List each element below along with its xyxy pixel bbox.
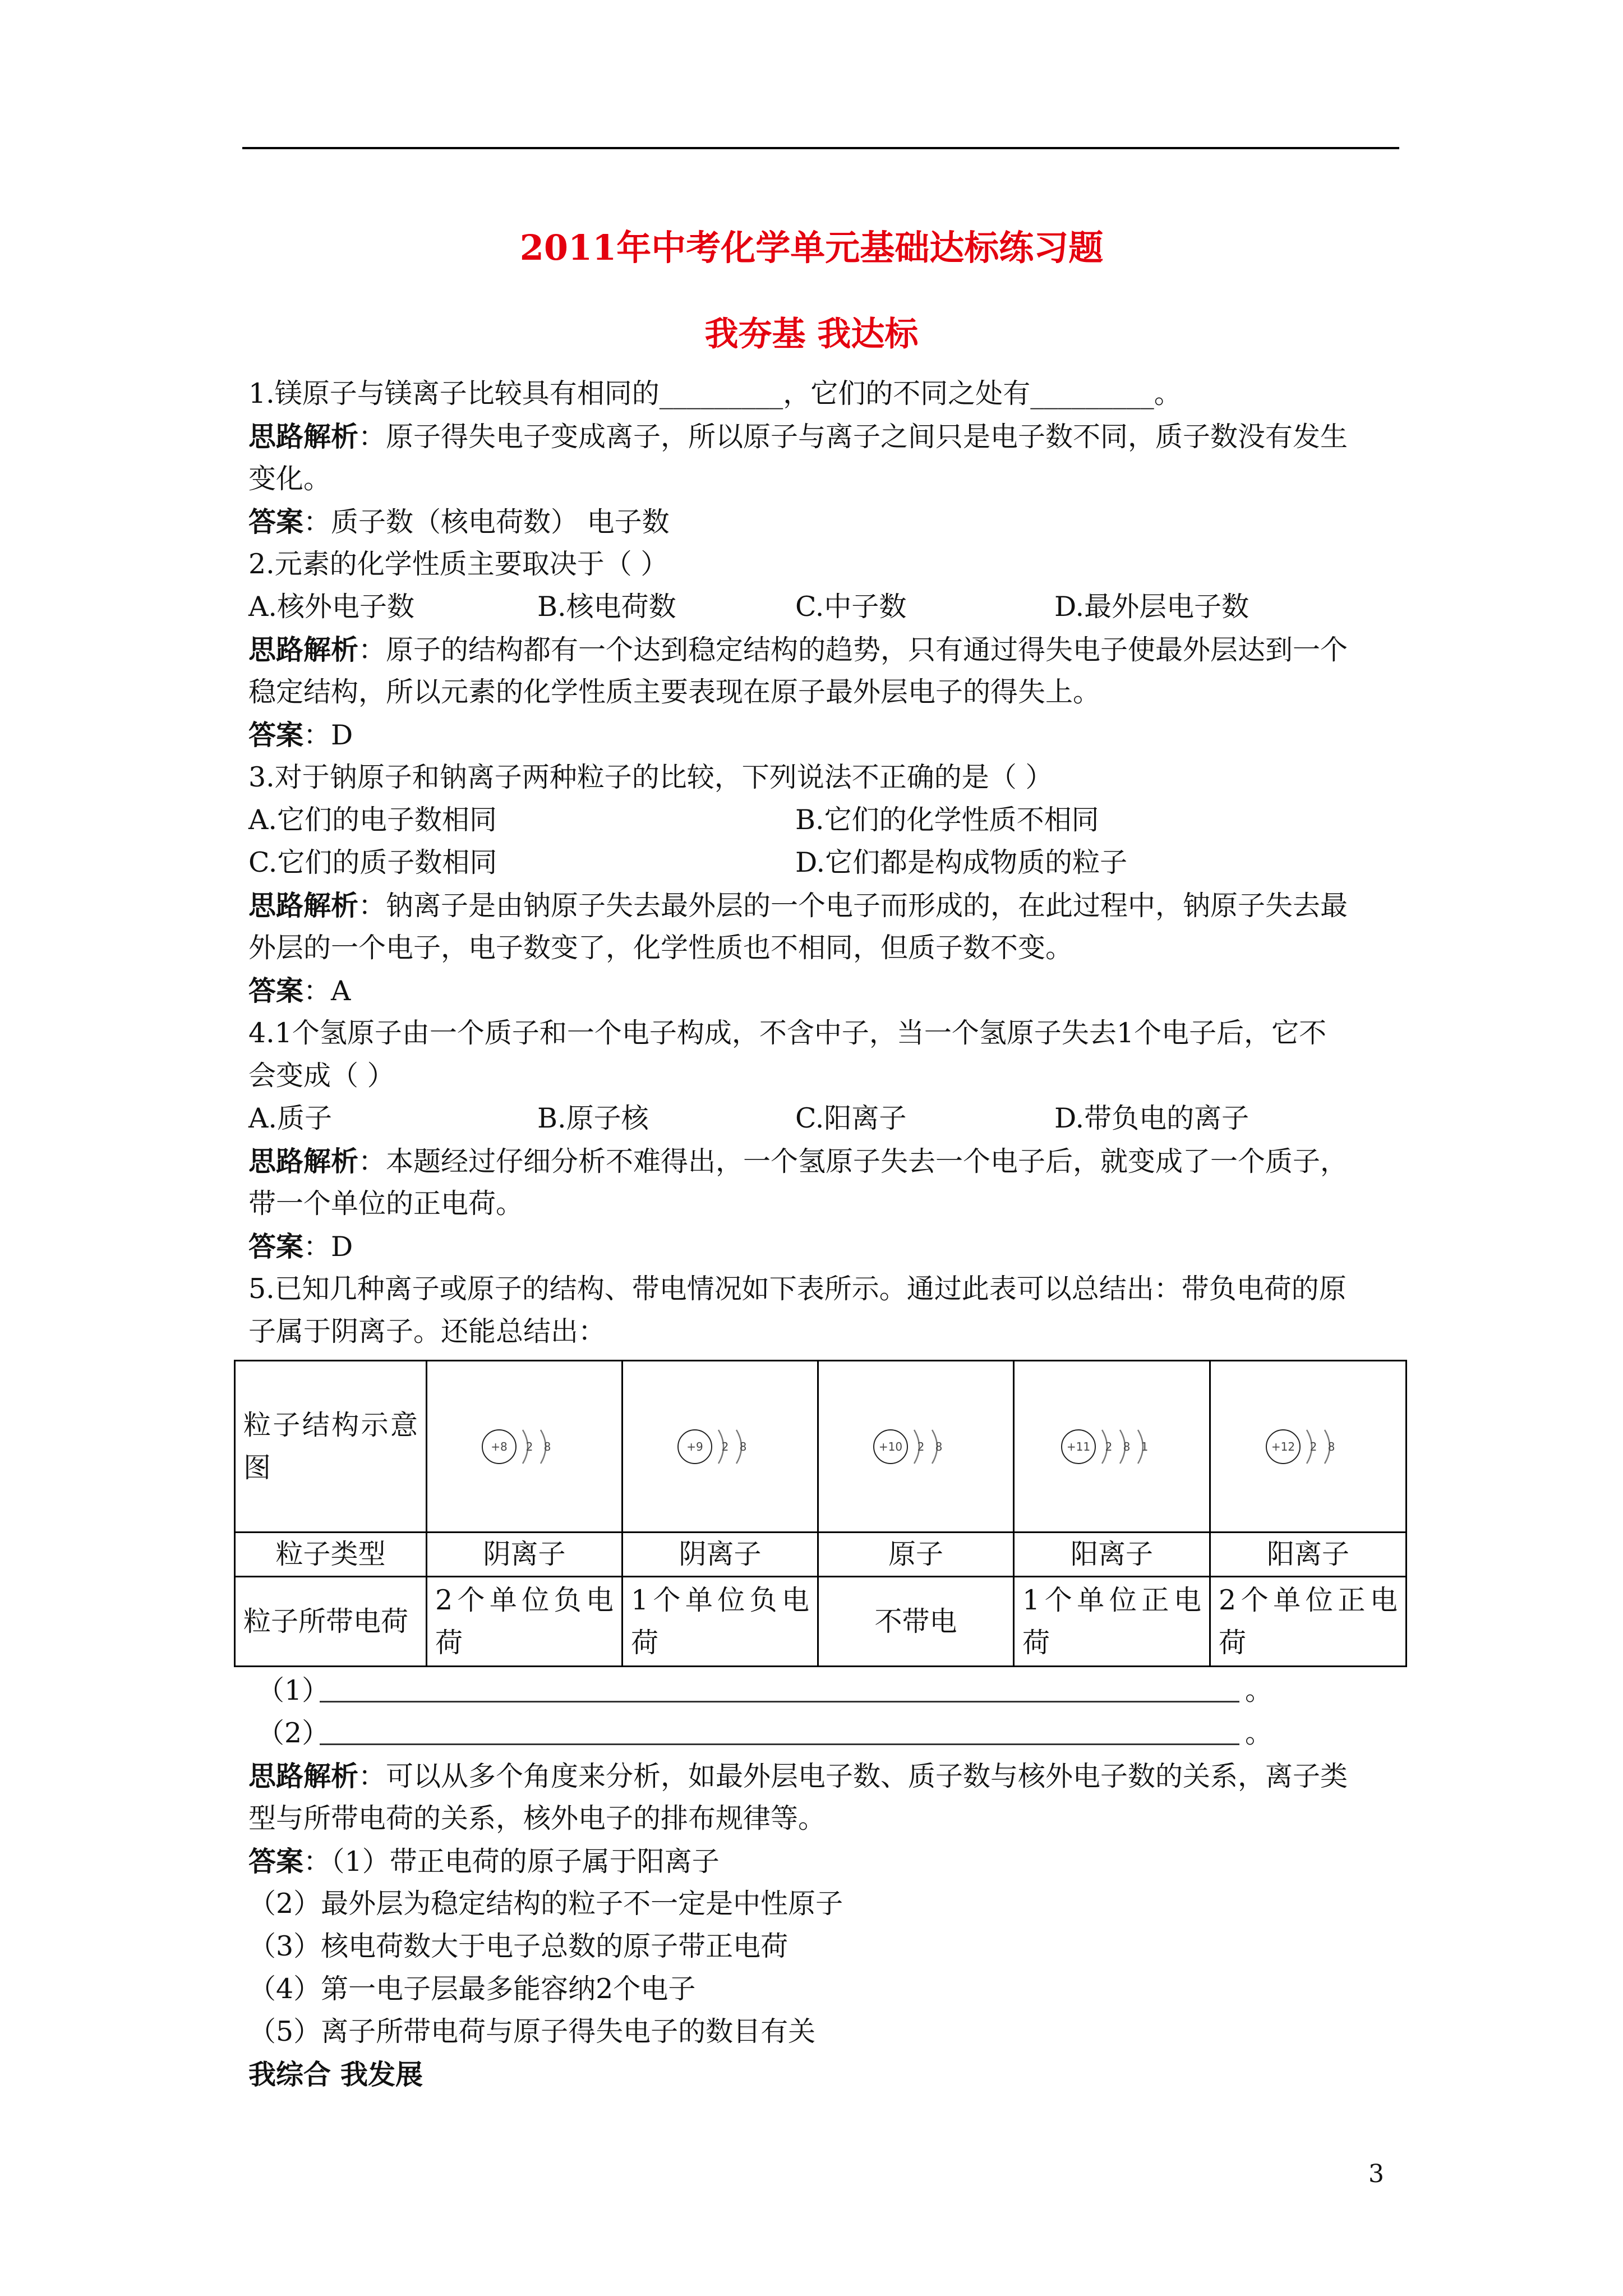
table-row-diagrams bbox=[235, 1361, 1407, 1533]
answer-label: 答案 bbox=[248, 1230, 304, 1263]
q3-analysis-line-1: 思路解析：钠离子是由钠原子失去最外层的一个电子而形成的，在此过程中，钠原子失去最 bbox=[248, 889, 1348, 922]
svg-text:8: 8 bbox=[1123, 1439, 1130, 1453]
particle-charge: 2个单位负电荷 bbox=[427, 1577, 623, 1667]
q1-analysis-line-1: 思路解析：原子得失电子变成离子，所以原子与离子之间只是电子数不同，质子数没有发生 bbox=[248, 420, 1348, 453]
q1-answer: 答案：质子数（核电荷数） 电子数 bbox=[248, 505, 670, 538]
particle-type: 阳离子 bbox=[1210, 1533, 1407, 1577]
q3-option-b: B.它们的化学性质不相同 bbox=[795, 804, 1099, 836]
q5-answer-1: 答案：（1）带正电荷的原子属于阳离子 bbox=[248, 1845, 720, 1878]
q2-text: 2.元素的化学性质主要取决于（ ） bbox=[248, 548, 668, 580]
q3-option-c: C.它们的质子数相同 bbox=[248, 846, 497, 878]
q2-analysis-line-2: 稳定结构，所以元素的化学性质主要表现在原子最外层电子的得失上。 bbox=[248, 676, 1101, 708]
particle-charge: 不带电 bbox=[818, 1577, 1014, 1667]
answer-label: 答案 bbox=[248, 1845, 304, 1878]
atom-structure-diagram bbox=[863, 1413, 969, 1480]
q4-analysis-line-1: 思路解析：本题经过仔细分析不难得出，一个氢原子失去一个电子后，就变成了一个质子， bbox=[248, 1145, 1348, 1177]
atom-structure-diagram bbox=[1050, 1413, 1174, 1480]
q2-answer: 答案：D bbox=[248, 719, 353, 751]
analysis-label: 思路解析 bbox=[248, 420, 359, 453]
q4-analysis-line-2: 带一个单位的正电荷。 bbox=[248, 1188, 524, 1220]
particle-cell bbox=[818, 1361, 1014, 1533]
svg-text:2: 2 bbox=[1105, 1439, 1112, 1453]
analysis-label: 思路解析 bbox=[248, 1760, 359, 1792]
atom-structure-diagram bbox=[1255, 1413, 1362, 1480]
q5-answer-2: （2）最外层为稳定结构的粒子不一定是中性原子 bbox=[248, 1888, 843, 1920]
particle-table bbox=[234, 1360, 1407, 1667]
q3-answer: 答案：A bbox=[248, 974, 351, 1007]
svg-text:+10: +10 bbox=[878, 1439, 903, 1453]
q4-text-line-2: 会变成（ ） bbox=[248, 1060, 395, 1092]
atom-structure-diagram bbox=[471, 1413, 578, 1480]
answer-blank-1[interactable] bbox=[320, 1701, 1239, 1703]
particle-type: 阳离子 bbox=[1014, 1533, 1210, 1577]
row-header-type: 粒子类型 bbox=[235, 1533, 427, 1577]
analysis-label: 思路解析 bbox=[248, 889, 359, 922]
particle-cell bbox=[1210, 1361, 1407, 1533]
atom-structure-diagram bbox=[667, 1413, 773, 1480]
q3-option-a: A.它们的电子数相同 bbox=[248, 804, 497, 836]
particle-type: 阴离子 bbox=[427, 1533, 623, 1577]
svg-text:2: 2 bbox=[525, 1439, 533, 1453]
particle-cell bbox=[427, 1361, 623, 1533]
row-header-charge: 粒子所带电荷 bbox=[235, 1577, 427, 1667]
q5-answer-4: （4）第一电子层最多能容纳2个电子 bbox=[248, 1973, 696, 2005]
answer-label: 答案 bbox=[248, 974, 304, 1007]
svg-text:2: 2 bbox=[917, 1439, 925, 1453]
header-rule bbox=[242, 147, 1399, 149]
q2-option-d: D.最外层电子数 bbox=[1054, 591, 1249, 623]
page-title: 2011年中考化学单元基础达标练习题 bbox=[519, 227, 1104, 268]
svg-text:8: 8 bbox=[739, 1439, 747, 1453]
blank-1-label: （1） bbox=[257, 1674, 330, 1706]
analysis-label: 思路解析 bbox=[248, 1145, 359, 1177]
svg-text:2: 2 bbox=[1310, 1439, 1317, 1453]
answer-label: 答案 bbox=[248, 719, 304, 751]
row-header-diagram: 粒子结构示意图 bbox=[235, 1361, 427, 1533]
q2-analysis-line-1: 思路解析：原子的结构都有一个达到稳定结构的趋势，只有通过得失电子使最外层达到一个 bbox=[248, 633, 1348, 666]
table-row-charges bbox=[235, 1577, 1407, 1667]
particle-type: 阴离子 bbox=[623, 1533, 818, 1577]
q2-option-a: A.核外电子数 bbox=[248, 591, 414, 623]
table-row-types bbox=[235, 1533, 1407, 1577]
q2-option-b: B.核电荷数 bbox=[537, 591, 676, 623]
q5-text-line-2: 子属于阴离子。还能总结出： bbox=[248, 1315, 606, 1347]
answer-label: 答案 bbox=[248, 505, 304, 538]
svg-text:+8: +8 bbox=[491, 1439, 508, 1453]
q5-analysis-line-1: 思路解析：可以从多个角度来分析，如最外层电子数、质子数与核外电子数的关系，离子类 bbox=[248, 1760, 1348, 1792]
svg-text:+12: +12 bbox=[1271, 1439, 1295, 1453]
q3-option-d: D.它们都是构成物质的粒子 bbox=[795, 846, 1128, 878]
q1-text: 1.镁原子与镁离子比较具有相同的_________，它们的不同之处有_________。 bbox=[248, 378, 1182, 409]
particle-cell bbox=[623, 1361, 818, 1533]
q1-analysis-line-2: 变化。 bbox=[248, 463, 331, 495]
blank-2-tail: 。 bbox=[1245, 1717, 1273, 1749]
analysis-label: 思路解析 bbox=[248, 633, 359, 666]
particle-charge: 1个单位负电荷 bbox=[623, 1577, 818, 1667]
particle-type: 原子 bbox=[818, 1533, 1014, 1577]
q5-answer-3: （3）核电荷数大于电子总数的原子带正电荷 bbox=[248, 1930, 789, 1962]
svg-text:1: 1 bbox=[1141, 1439, 1148, 1453]
q2-option-c: C.中子数 bbox=[795, 591, 907, 623]
q4-text-line-1: 4.1个氢原子由一个质子和一个电子构成，不含中子，当一个氢原子失去1个电子后，它不 bbox=[248, 1017, 1327, 1049]
svg-text:8: 8 bbox=[935, 1439, 943, 1453]
q3-analysis-line-2: 外层的一个电子，电子数变了，化学性质也不相同，但质子数不变。 bbox=[248, 932, 1073, 964]
answer-blank-2[interactable] bbox=[320, 1743, 1239, 1745]
particle-charge: 2个单位正电荷 bbox=[1210, 1577, 1407, 1667]
q5-analysis-line-2: 型与所带电荷的关系，核外电子的排布规律等。 bbox=[248, 1802, 826, 1834]
q4-option-a: A.质子 bbox=[248, 1102, 332, 1134]
svg-text:8: 8 bbox=[543, 1439, 551, 1453]
svg-text:2: 2 bbox=[721, 1439, 729, 1453]
q4-option-c: C.阳离子 bbox=[795, 1102, 907, 1134]
q4-option-d: D.带负电的离子 bbox=[1054, 1102, 1249, 1134]
blank-1-tail: 。 bbox=[1245, 1674, 1273, 1706]
svg-text:8: 8 bbox=[1327, 1439, 1335, 1453]
page-number: 3 bbox=[1368, 2160, 1384, 2188]
next-section-heading: 我综合 我发展 bbox=[248, 2058, 423, 2091]
particle-cell bbox=[1014, 1361, 1210, 1533]
particle-charge: 1个单位正电荷 bbox=[1014, 1577, 1210, 1667]
q3-text: 3.对于钠原子和钠离子两种粒子的比较，下列说法不正确的是（ ） bbox=[248, 761, 1053, 793]
q5-text-line-1: 5.已知几种离子或原子的结构、带电情况如下表所示。通过此表可以总结出：带负电荷的原 bbox=[248, 1273, 1347, 1305]
svg-text:+9: +9 bbox=[686, 1439, 703, 1453]
q5-answer-5: （5）离子所带电荷与原子得失电子的数目有关 bbox=[248, 2016, 816, 2047]
section-heading: 我夯基 我达标 bbox=[704, 315, 919, 354]
q4-option-b: B.原子核 bbox=[537, 1102, 649, 1134]
blank-2-label: （2） bbox=[257, 1717, 330, 1749]
q4-answer: 答案：D bbox=[248, 1230, 353, 1263]
svg-text:+11: +11 bbox=[1066, 1439, 1090, 1453]
